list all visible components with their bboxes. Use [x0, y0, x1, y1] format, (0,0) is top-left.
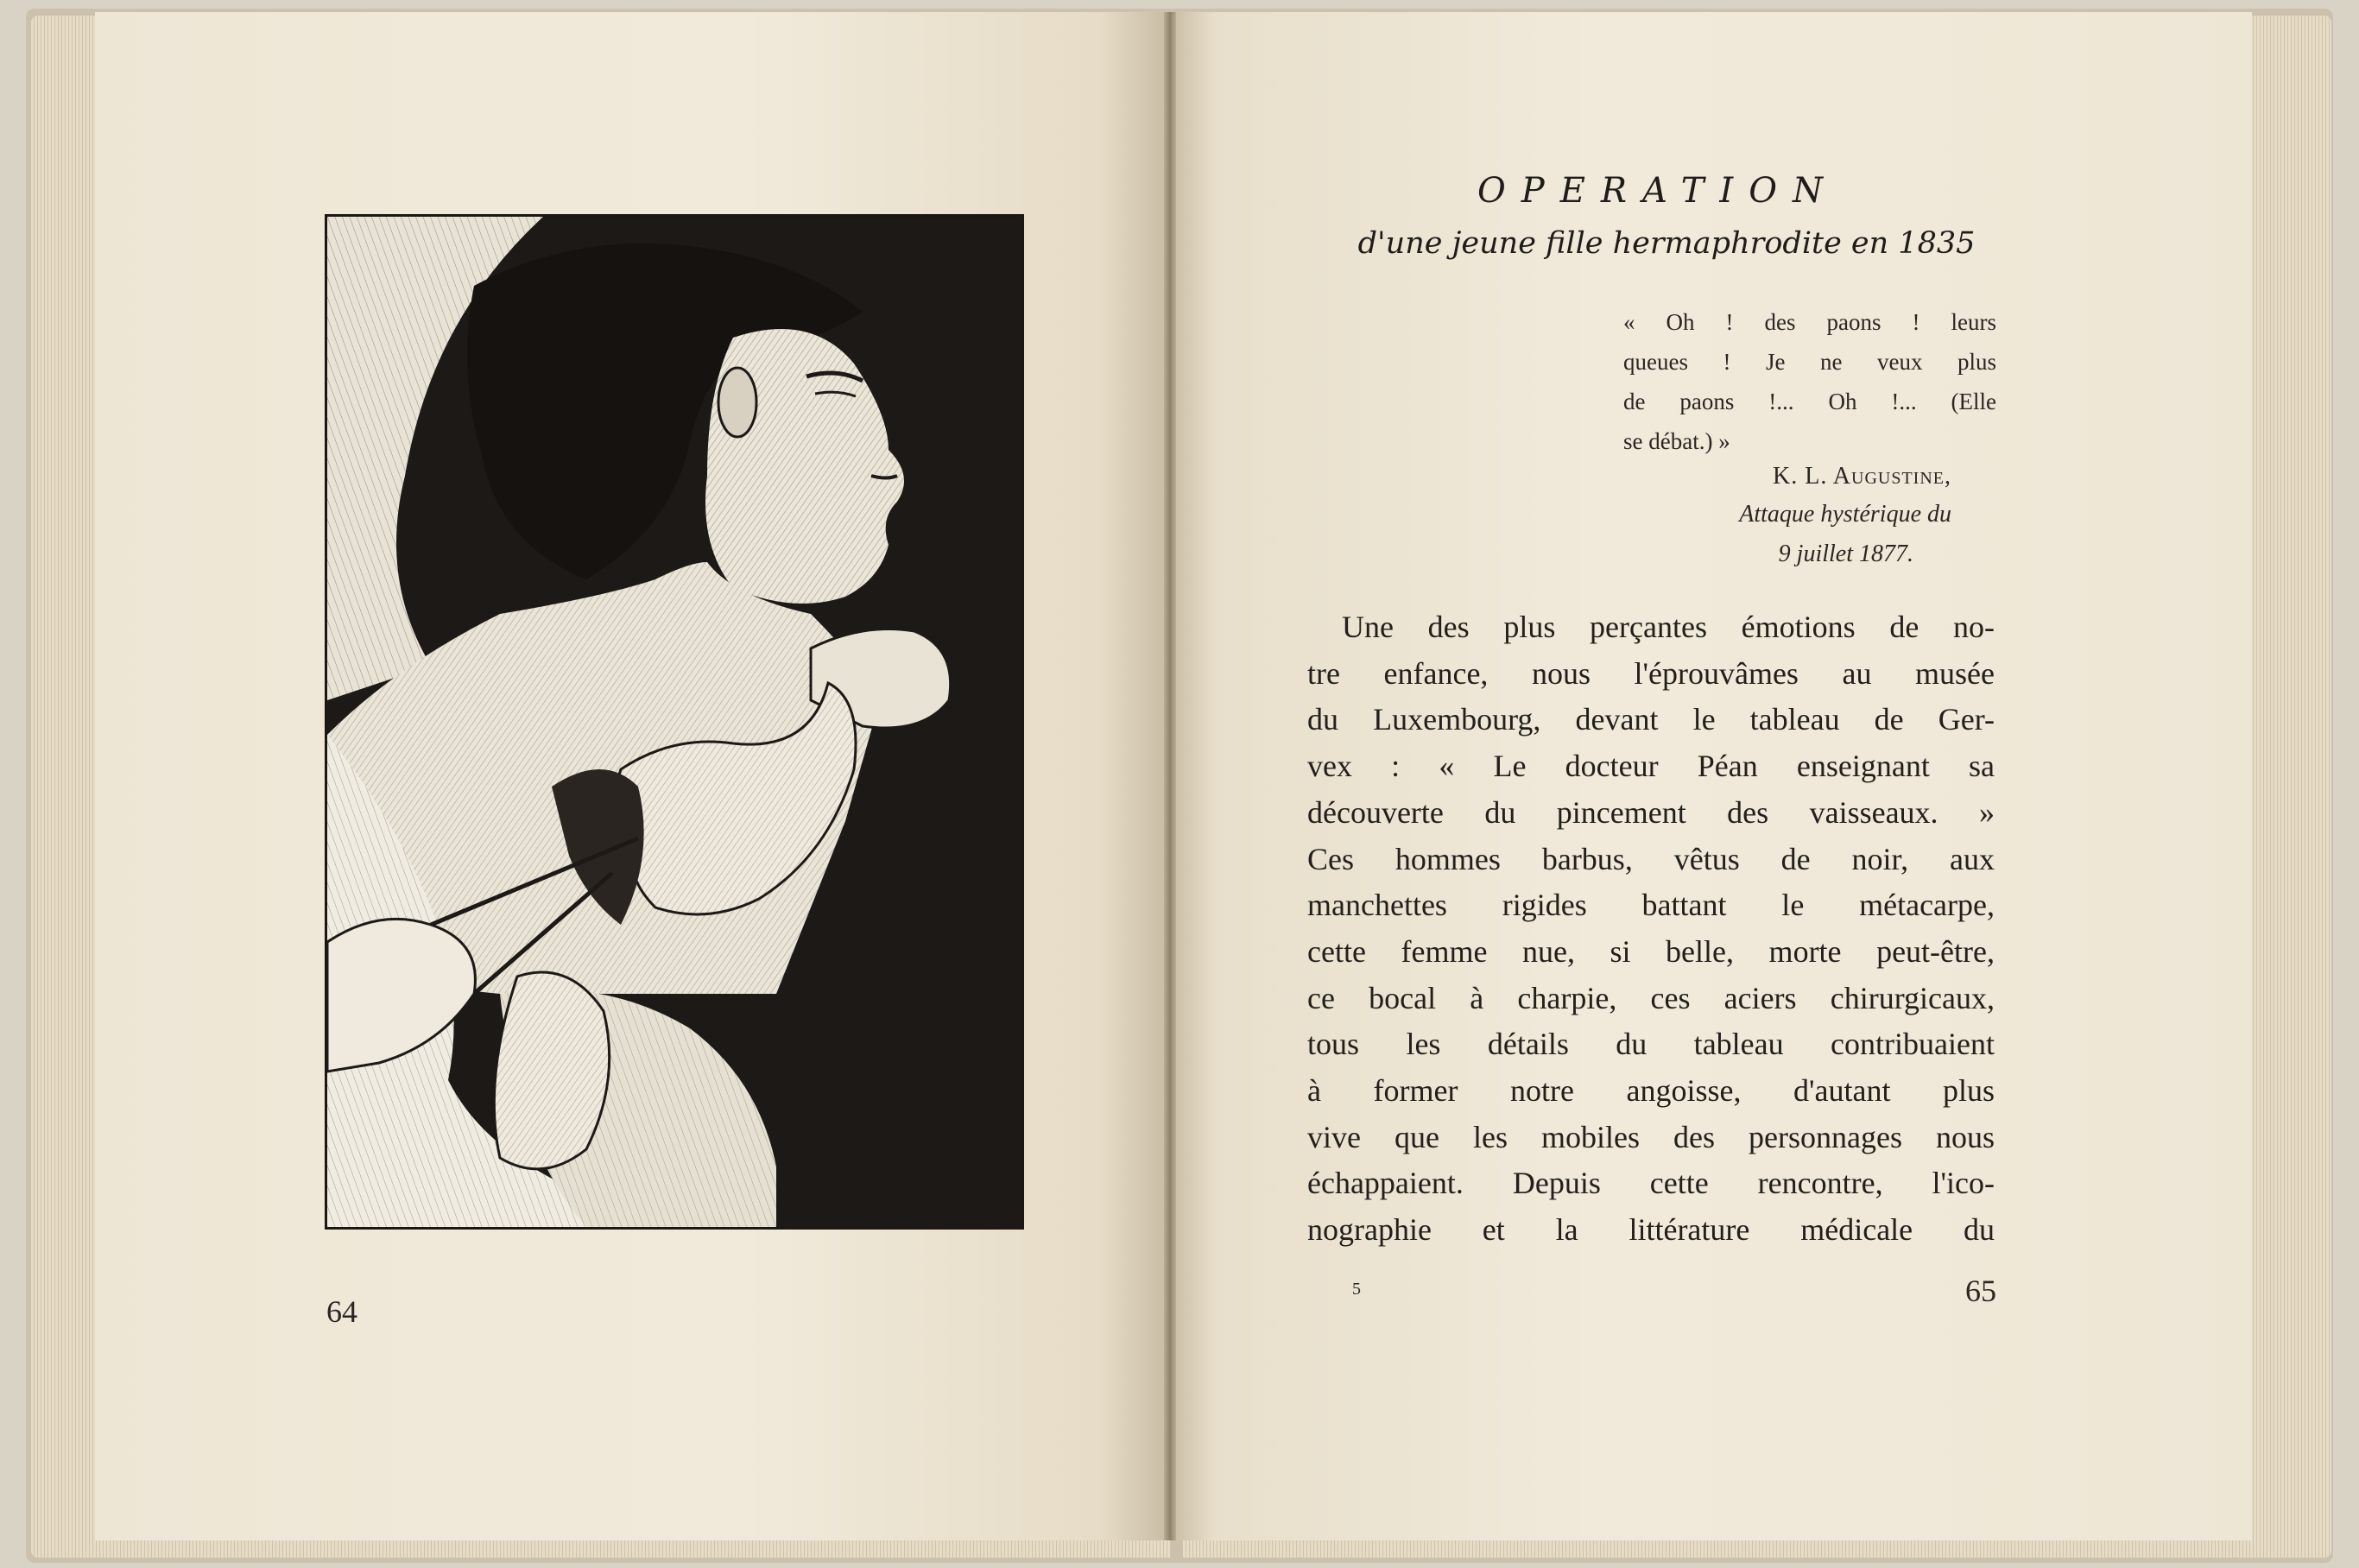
- body-line: manchettes rigides battant le métacarpe,: [1307, 888, 1995, 923]
- epigraph: [1623, 302, 1996, 461]
- page-number-left: 64: [326, 1294, 357, 1329]
- page-number-right: 65: [1965, 1274, 1996, 1308]
- body-line: ce bocal à charpie, ces aciers chirurgicaux,: [1307, 980, 1995, 1015]
- body-line: tous les détails du tableau contribuaient: [1307, 1027, 1995, 1062]
- epigraph-line: « Oh ! des paons ! leurs: [1623, 309, 1996, 335]
- body-line: vex : « Le docteur Péan enseignant sa: [1307, 749, 1995, 784]
- body-line: Ces hommes barbus, vêtus de noir, aux: [1307, 841, 1995, 876]
- body-line: du Luxembourg, devant le tableau de Ger-: [1307, 702, 1995, 737]
- body-line: découverte du pincement des vaisseaux. »: [1307, 794, 1995, 830]
- chapter-subtitle: d'une jeune fille hermaphrodite en 1835: [1357, 226, 1976, 261]
- body-line: cette femme nue, si belle, morte peut-être,: [1307, 933, 1995, 969]
- epigraph-date: 9 juillet 1877.: [1778, 541, 1913, 567]
- epigraph-line: de paons !... Oh !... (Elle: [1623, 389, 1996, 414]
- body-line: Une des plus perçantes émotions de no-: [1342, 610, 1995, 644]
- epigraph-line: se débat.) »: [1623, 428, 1730, 454]
- body-line: échappaient. Depuis cette rencontre, l'ico-: [1307, 1166, 1995, 1201]
- chapter-title: OPERATION: [1477, 171, 1838, 211]
- body-paragraph: [1307, 604, 1995, 1254]
- signature-mark: 5: [1352, 1280, 1361, 1299]
- epigraph-line: queues ! Je ne veux plus: [1623, 349, 1996, 375]
- body-line: nographie et la littérature médicale du: [1307, 1212, 1995, 1248]
- engraving-illustration: [325, 214, 1024, 1230]
- body-line: tre enfance, nous l'éprouvâmes au musée: [1307, 655, 1995, 691]
- body-line: vive que les mobiles des personnages nous: [1307, 1119, 1995, 1154]
- epigraph-work: Attaque hystérique du: [1739, 501, 1951, 528]
- body-line: à former notre angoisse, d'autant plus: [1307, 1073, 1995, 1109]
- epigraph-author: K. L. Augustine,: [1773, 463, 1951, 490]
- book-gutter: [1164, 12, 1176, 1540]
